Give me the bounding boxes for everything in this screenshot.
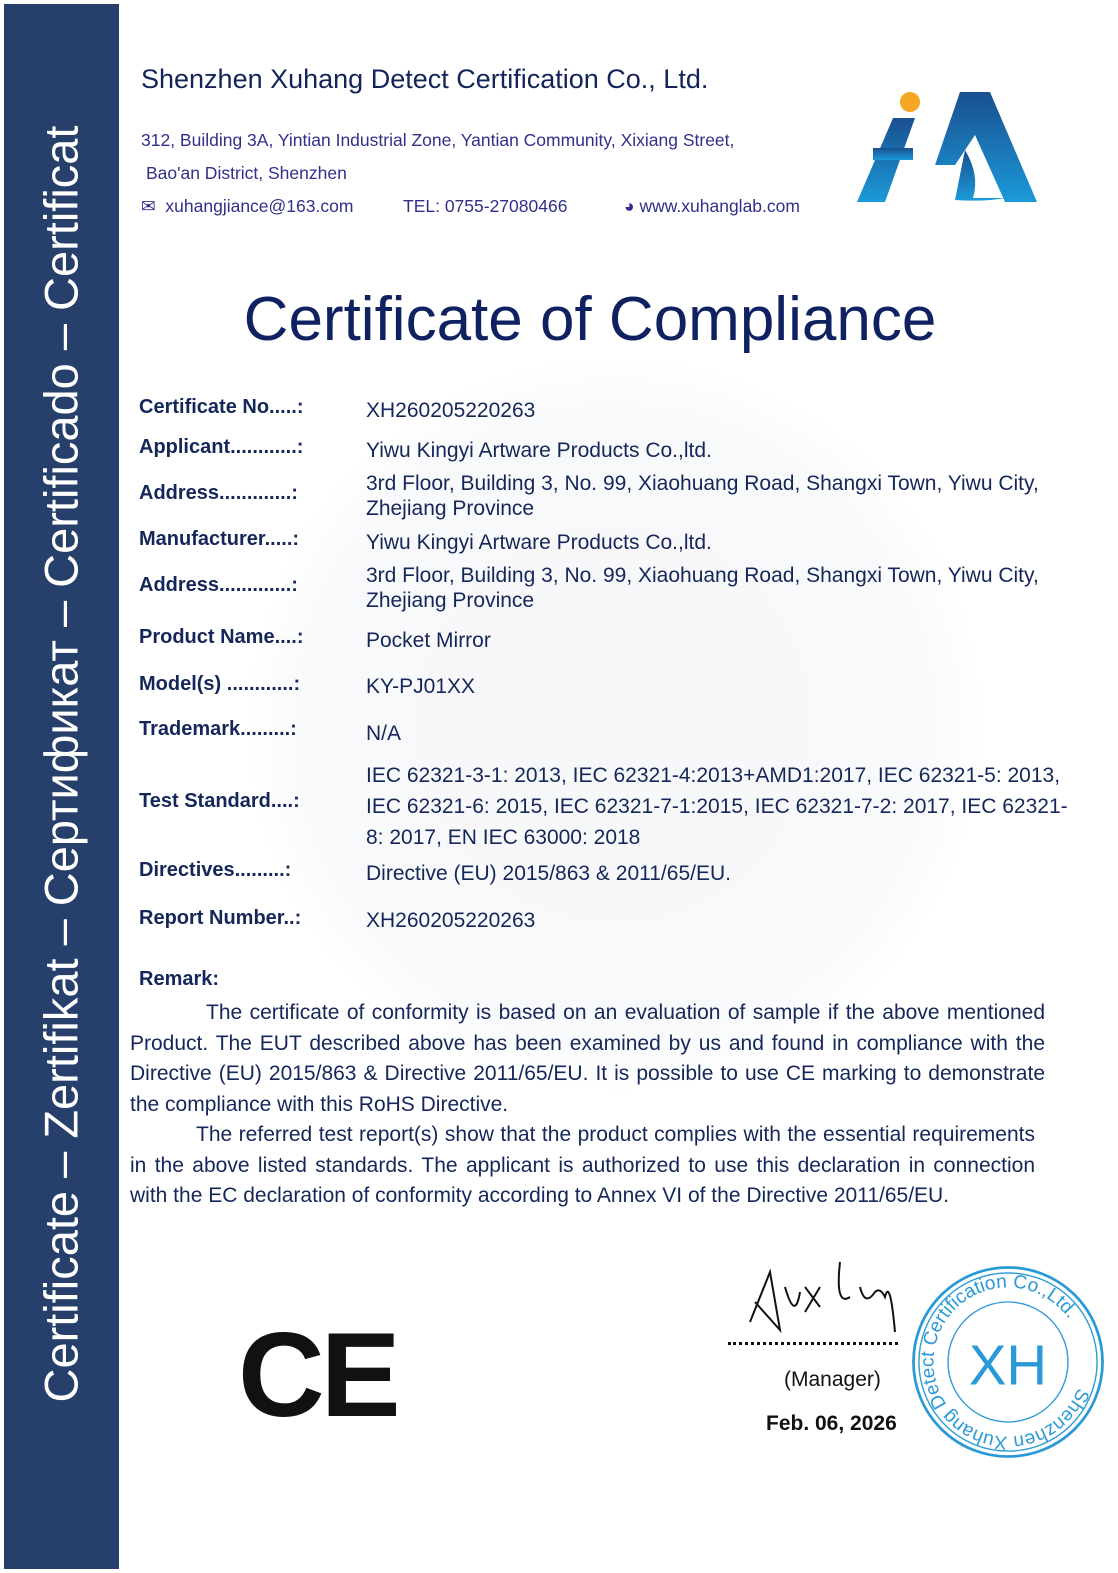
- svg-text:Shenzhen Xuhang Detect Certifi: Shenzhen Xuhang Detect Certification Co.,Ltd.: [917, 1271, 1093, 1453]
- field-value: XH260205220263: [366, 399, 536, 422]
- ce-mark: CE: [238, 1308, 397, 1442]
- sidebar-banner: [4, 4, 119, 1569]
- field-label: Product Name....:: [139, 626, 304, 648]
- field-label: Certificate No.....:: [139, 396, 304, 418]
- field-value: 3rd Floor, Building 3, No. 99, Xiaohuang Road, Shangxi Town, Yiwu City, Zhejiang Province: [366, 564, 1039, 612]
- mail-icon: ✉: [141, 196, 156, 216]
- field-label: Directives.........:: [139, 859, 292, 881]
- field-label: Test Standard....:: [139, 790, 300, 812]
- company-logo: [855, 90, 1040, 205]
- field-value: Yiwu Kingyi Artware Products Co.,ltd.: [366, 439, 712, 462]
- svg-text:XH: XH: [968, 1333, 1048, 1397]
- remark-text: [130, 998, 1045, 1212]
- field-value: KY-PJ01XX: [366, 675, 475, 698]
- sidebar-text: Certificate – Zertifikat – Сертификат – Certificado – Certificat: [34, 125, 88, 1403]
- email-text: xuhangjiance@163.com: [165, 196, 354, 216]
- issue-date: Feb. 06, 2026: [766, 1412, 897, 1435]
- email-contact[interactable]: [141, 196, 353, 217]
- tel: TEL: 0755-27080466: [403, 196, 568, 216]
- field-label: Applicant............:: [139, 436, 304, 458]
- remark-paragraph-2: The referred test report(s) show that the product complies with the essential requirements in the above listed standards. The applicant is authorized to use this declaration in connection with the EC declaration of conformity according to Annex VI of the Directive 2011/65/EU.: [130, 1123, 1035, 1207]
- handwritten-signature: [745, 1252, 925, 1337]
- field-label: Manufacturer.....:: [139, 528, 300, 550]
- field-value: N/A: [366, 722, 402, 745]
- field-label: Address.............:: [139, 482, 298, 504]
- website-contact[interactable]: [624, 196, 800, 217]
- remark-paragraph-1: The certificate of conformity is based on an evaluation of sample if the above mentioned Product. The EUT described above has been examined by us and found in compliance with the Directive (EU) 2015/863 & Directive 2011/65/EU. It is possible to use CE marking to demonstrate the compliance with this RoHS Directive.: [130, 1001, 1045, 1116]
- address-line-2: Bao'an District, Shenzhen: [146, 163, 347, 183]
- field-label: Model(s) ............:: [139, 673, 301, 695]
- field-value: Pocket Mirror: [366, 629, 491, 652]
- field-value: Directive (EU) 2015/863 & 2011/65/EU.: [366, 862, 731, 885]
- field-label: Trademark.........:: [139, 718, 297, 740]
- field-value: XH260205220263: [366, 909, 536, 932]
- field-label: Report Number..:: [139, 907, 302, 929]
- company-stamp: [908, 1262, 1108, 1462]
- website-text: www.xuhanglab.com: [639, 196, 800, 216]
- field-label: Address.............:: [139, 574, 298, 596]
- address-line-1: 312, Building 3A, Yintian Industrial Zone, Yantian Community, Xixiang Street,: [141, 130, 735, 150]
- globe-icon: ◕: [624, 196, 635, 216]
- signer-role: (Manager): [784, 1368, 881, 1391]
- field-value: Yiwu Kingyi Artware Products Co.,ltd.: [366, 531, 712, 554]
- signature-line: [728, 1342, 898, 1345]
- remark-label: Remark:: [139, 968, 220, 990]
- field-value: IEC 62321-3-1: 2013, IEC 62321-4:2013+AMD1:2017, IEC 62321-5: 2013, IEC 62321-6: 2015, IEC 62321-7-1:2015, IEC 62321-7-2: 2017, IEC 62321-8: 2017, EN IEC 63000: 2018: [366, 764, 1068, 849]
- company-name: Shenzhen Xuhang Detect Certification Co., Ltd.: [141, 64, 709, 94]
- field-value: 3rd Floor, Building 3, No. 99, Xiaohuang Road, Shangxi Town, Yiwu City, Zhejiang Province: [366, 472, 1039, 520]
- certificate-title: Certificate of Compliance: [243, 285, 937, 354]
